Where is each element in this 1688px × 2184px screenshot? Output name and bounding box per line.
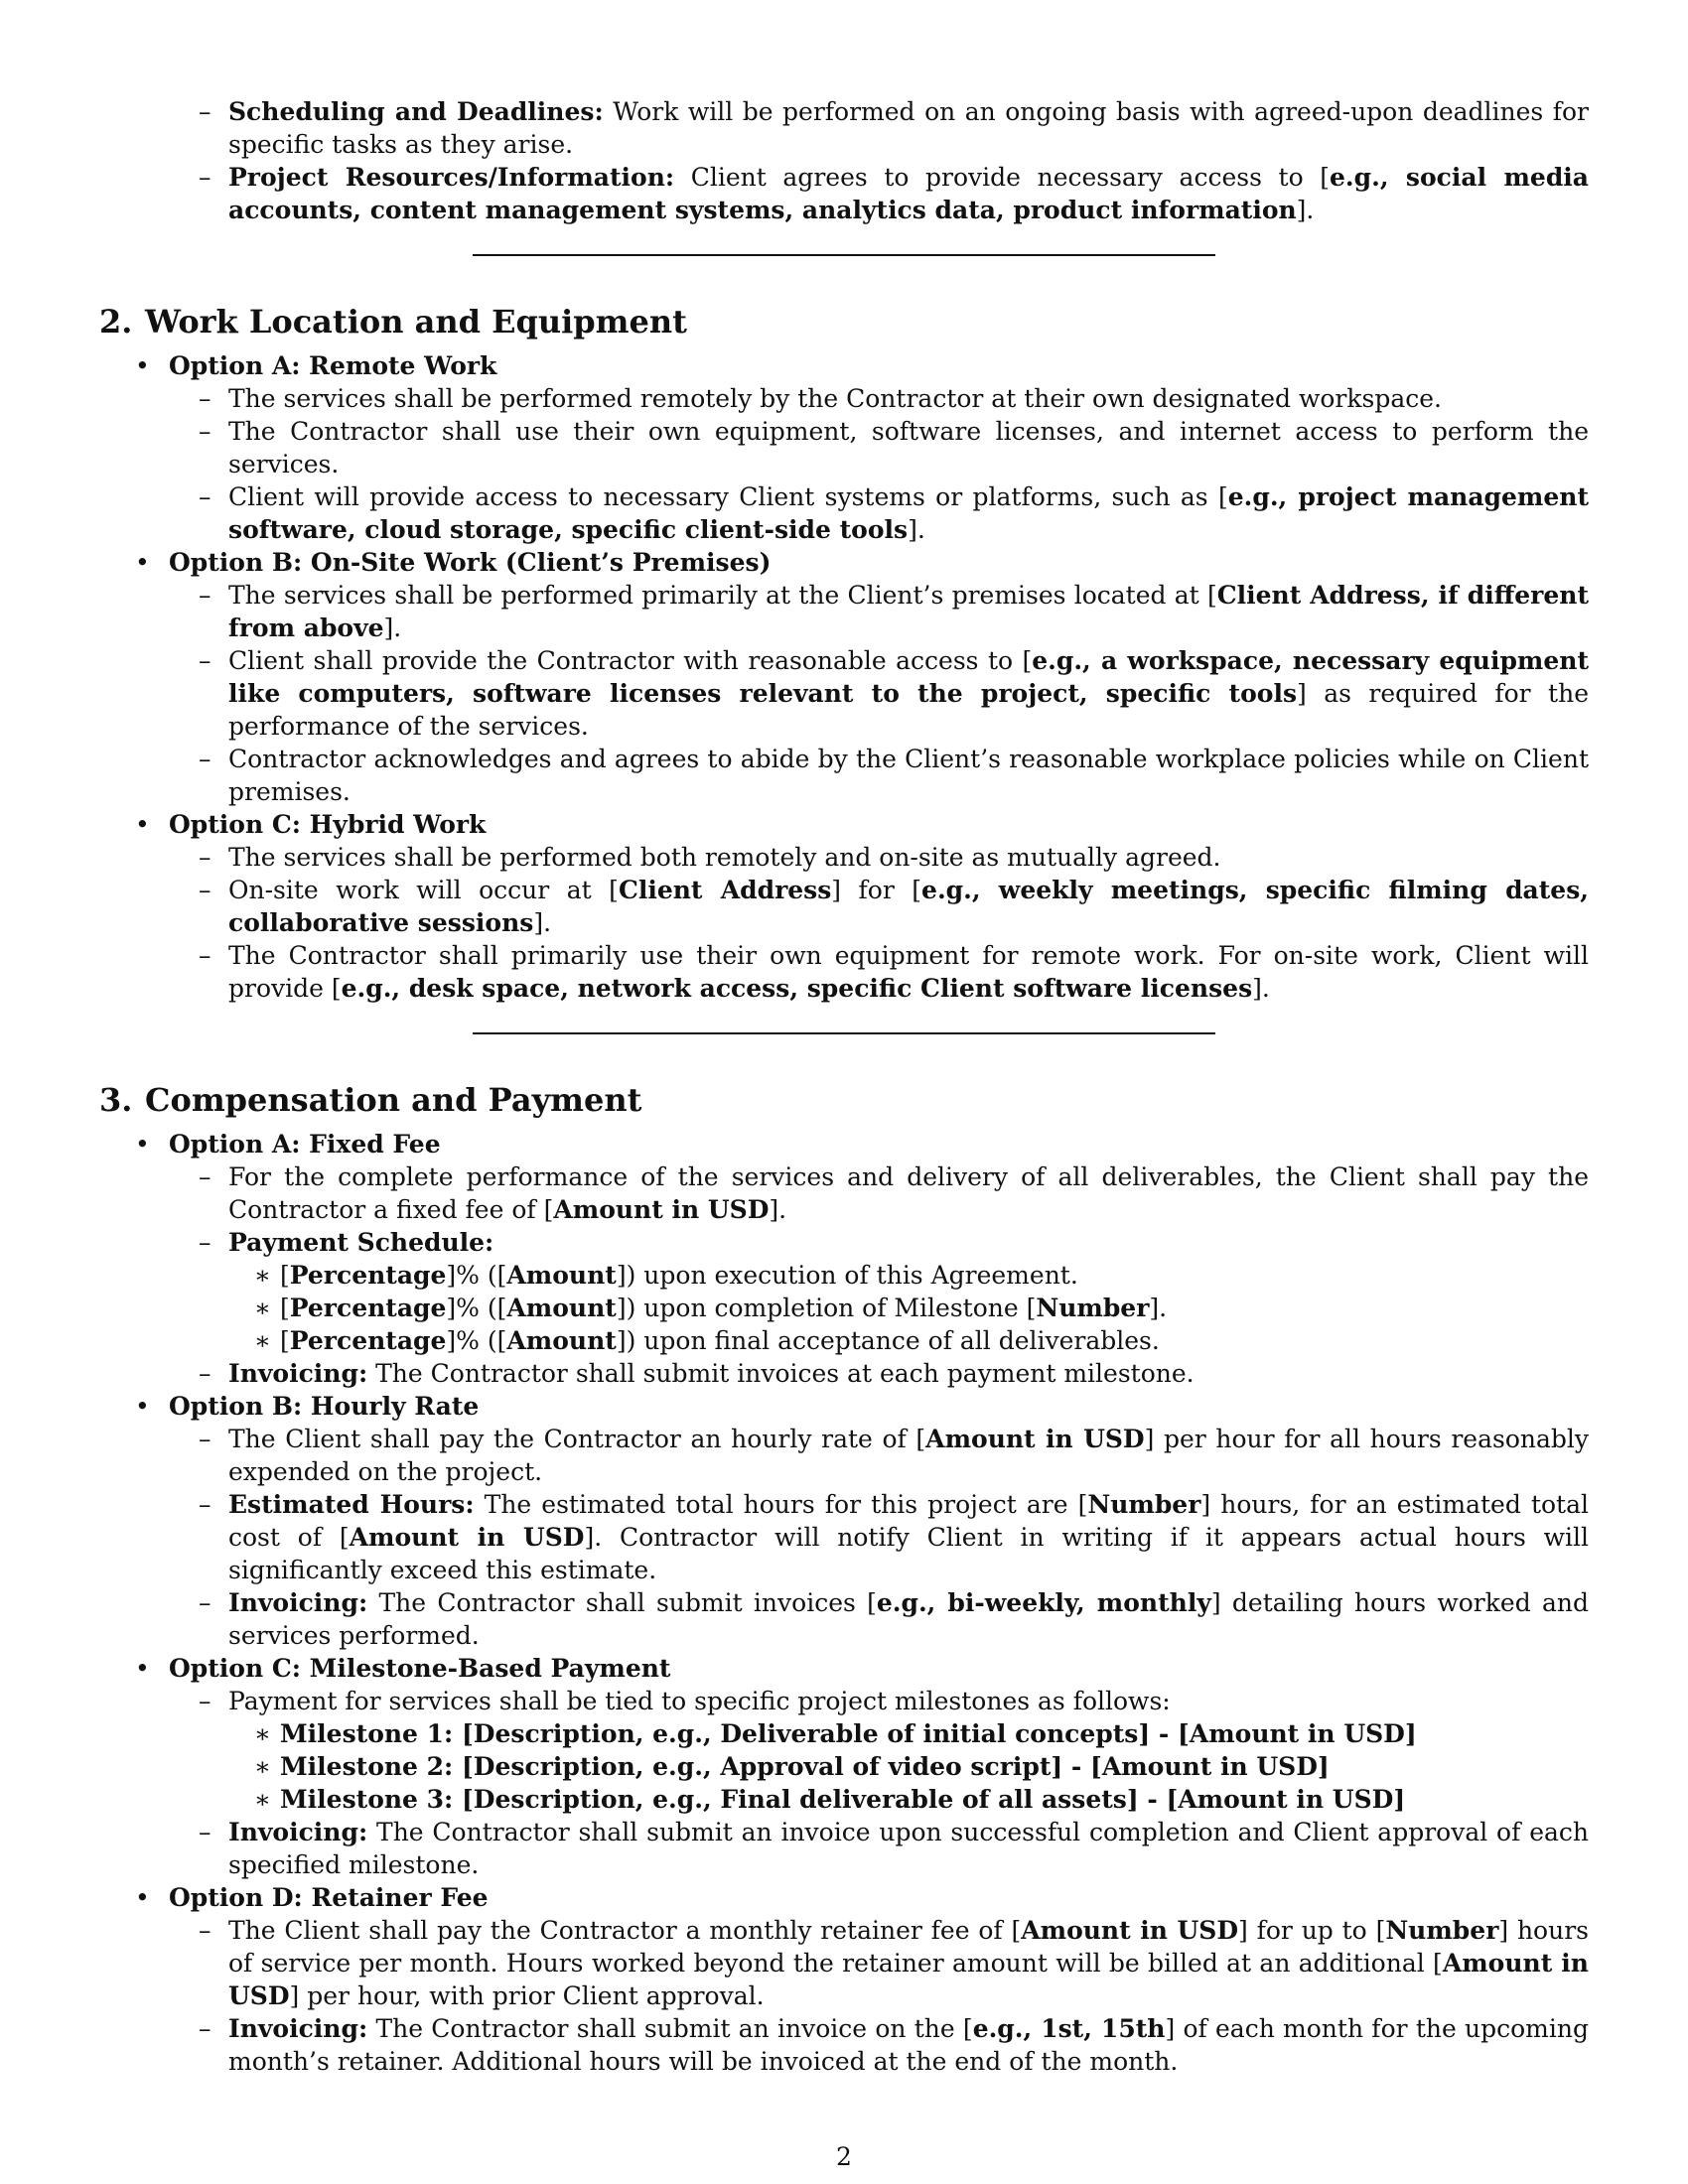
option-item: • Option A: Fixed Fee – For the complete performance of the services and delivery of all deliverables, the Client shall pay the Contractor a fixed fee of [Amount in USD]. – Payment Schedule: ∗ [Percentage]% ([Amount]) upon execution of this Agreement. ∗ [Percentage]% ([Amount]) upon completion of Milestone [Number]. ∗ [Percentage]% ([Amount]) upon final acceptance of all deliverables. – Invoicing: The Contractor shall submit invoices at each payment milestone. <box>99 1128 1589 1390</box>
list-item: – The services shall be performed remotely by the Contractor at their own designated workspace. <box>169 382 1589 415</box>
payment-schedule-item: ∗ [Percentage]% ([Amount]) upon final acceptance of all deliverables. <box>228 1324 1589 1357</box>
option-item: • Option C: Milestone-Based Payment – Payment for services shall be tied to specific project milestones as follows: ∗ Milestone 1: [Description, e.g., Deliverable of initial concepts] - [Amount in USD] ∗ Milestone 2: [Description, e.g., Approval of video script] - [Amount in USD] ∗ Milestone 3: [Description, e.g., Final deliverable of all assets] - [Amount in USD] – Invoicing: The Contractor shall submit an invoice upon successful completion and Client approval of each specified milestone. <box>99 1652 1589 1881</box>
list-item: – The Client shall pay the Contractor a monthly retainer fee of [Amount in USD] for up to [Number] hours of service per month. Hours worked beyond the retainer amount will be billed at an additional [Amount in USD] per hour, with prior Client approval. <box>169 1914 1589 2012</box>
list-item: – The services shall be performed both remotely and on-site as mutually agreed. <box>169 841 1589 874</box>
list-item: – Invoicing: The Contractor shall submit invoices at each payment milestone. <box>169 1357 1589 1390</box>
list-item: – The Client shall pay the Contractor an hourly rate of [Amount in USD] per hour for all hours reasonably expended on the project. <box>169 1423 1589 1488</box>
list-item: – Invoicing: The Contractor shall submit invoices [e.g., bi-weekly, monthly] detailing hours worked and services performed. <box>169 1586 1589 1652</box>
list-item: – For the complete performance of the services and delivery of all deliverables, the Client shall pay the Contractor a fixed fee of [Amount in USD]. <box>169 1160 1589 1226</box>
list-item: – On-site work will occur at [Client Address] for [e.g., weekly meetings, specific filming dates, collaborative sessions]. <box>169 874 1589 939</box>
option-item: • Option C: Hybrid Work – The services shall be performed both remotely and on-site as mutually agreed. – On-site work will occur at [Client Address] for [e.g., weekly meetings, specific filming dates, collaborative sessions]. – The Contractor shall primarily use their own equipment for remote work. For on-site work, Client will provide [e.g., desk space, network access, specific Client software licenses]. <box>99 808 1589 1005</box>
payment-schedule-item: ∗ [Percentage]% ([Amount]) upon execution of this Agreement. <box>228 1259 1589 1292</box>
milestone-item: ∗ Milestone 3: [Description, e.g., Final deliverable of all assets] - [Amount in USD] <box>228 1783 1589 1816</box>
option-item: • Option B: Hourly Rate – The Client shall pay the Contractor an hourly rate of [Amount in USD] per hour for all hours reasonably expended on the project. – Estimated Hours: The estimated total hours for this project are [Number] hours, for an estimated total cost of [Amount in USD]. Contractor will notify Client in writing if it appears actual hours will significantly exceed this estimate. – Invoicing: The Contractor shall submit invoices [e.g., bi-weekly, monthly] detailing hours worked and services performed. <box>99 1390 1589 1652</box>
list-item: – Project Resources/Information: Client agrees to provide necessary access to [e.g., social media accounts, content management systems, analytics data, product information]. <box>169 161 1589 226</box>
list-item: – Client will provide access to necessary Client systems or platforms, such as [e.g., project management software, cloud storage, specific client-side tools]. <box>169 480 1589 546</box>
section1-continuation-list <box>169 95 1589 226</box>
list-item: – The services shall be performed primarily at the Client’s premises located at [Client Address, if different from above]. <box>169 579 1589 644</box>
section-heading: 3. Compensation and Payment <box>99 1081 642 1119</box>
list-item: – Contractor acknowledges and agrees to abide by the Client’s reasonable workplace policies while on Client premises. <box>169 743 1589 808</box>
section-heading: 2. Work Location and Equipment <box>99 303 687 341</box>
section3-options-list <box>99 1128 1589 2078</box>
option-item: • Option A: Remote Work – The services shall be performed remotely by the Contractor at their own designated workspace. – The Contractor shall use their own equipment, software licenses, and internet access to perform the services. – Client will provide access to necessary Client systems or platforms, such as [e.g., project management software, cloud storage, specific client-side tools]. <box>99 349 1589 546</box>
list-item: – Invoicing: The Contractor shall submit an invoice on the [e.g., 1st, 15th] of each month for the upcoming month’s retainer. Additional hours will be invoiced at the end of the month. <box>169 2012 1589 2078</box>
option-item: • Option B: On-Site Work (Client’s Premises) – The services shall be performed primarily at the Client’s premises located at [Client Address, if different from above]. – Client shall provide the Contractor with reasonable access to [e.g., a workspace, necessary equipment like computers, software licenses relevant to the project, specific tools] as required for the performance of the services. – Contractor acknowledges and agrees to abide by the Client’s reasonable workplace policies while on Client premises. <box>99 546 1589 808</box>
page-number: 2 <box>836 2142 852 2171</box>
list-item: – Payment for services shall be tied to specific project milestones as follows: ∗ Milestone 1: [Description, e.g., Deliverable of initial concepts] - [Amount in USD] ∗ Milestone 2: [Description, e.g., Approval of video script] - [Amount in USD] ∗ Milestone 3: [Description, e.g., Final deliverable of all assets] - [Amount in USD] <box>169 1685 1589 1816</box>
list-item: – Client shall provide the Contractor with reasonable access to [e.g., a workspace, necessary equipment like computers, software licenses relevant to the project, specific tools] as required for the performance of the services. <box>169 644 1589 743</box>
payment-schedule-item: ∗ [Percentage]% ([Amount]) upon completion of Milestone [Number]. <box>228 1292 1589 1324</box>
list-item: – The Contractor shall use their own equipment, software licenses, and internet access to perform the services. <box>169 415 1589 480</box>
list-item: – Scheduling and Deadlines: Work will be performed on an ongoing basis with agreed-upon deadlines for specific tasks as they arise. <box>169 95 1589 161</box>
milestone-item: ∗ Milestone 1: [Description, e.g., Deliverable of initial concepts] - [Amount in USD] <box>228 1717 1589 1750</box>
page-content <box>99 95 1589 2078</box>
list-item: – Payment Schedule: ∗ [Percentage]% ([Amount]) upon execution of this Agreement. ∗ [Percentage]% ([Amount]) upon completion of Milestone [Number]. ∗ [Percentage]% ([Amount]) upon final acceptance of all deliverables. <box>169 1226 1589 1357</box>
section2-options-list <box>99 349 1589 1005</box>
list-item: – Estimated Hours: The estimated total hours for this project are [Number] hours, for an estimated total cost of [Amount in USD]. Contractor will notify Client in writing if it appears actual hours will significantly exceed this estimate. <box>169 1488 1589 1586</box>
list-item: – Invoicing: The Contractor shall submit an invoice upon successful completion and Client approval of each specified milestone. <box>169 1816 1589 1881</box>
list-item: – The Contractor shall primarily use their own equipment for remote work. For on-site work, Client will provide [e.g., desk space, network access, specific Client software licenses]. <box>169 939 1589 1005</box>
option-item: • Option D: Retainer Fee – The Client shall pay the Contractor a monthly retainer fee of [Amount in USD] for up to [Number] hours of service per month. Hours worked beyond the retainer amount will be billed at an additional [Amount in USD] per hour, with prior Client approval. – Invoicing: The Contractor shall submit an invoice on the [e.g., 1st, 15th] of each month for the upcoming month’s retainer. Additional hours will be invoiced at the end of the month. <box>99 1881 1589 2078</box>
milestone-item: ∗ Milestone 2: [Description, e.g., Approval of video script] - [Amount in USD] <box>228 1750 1589 1783</box>
